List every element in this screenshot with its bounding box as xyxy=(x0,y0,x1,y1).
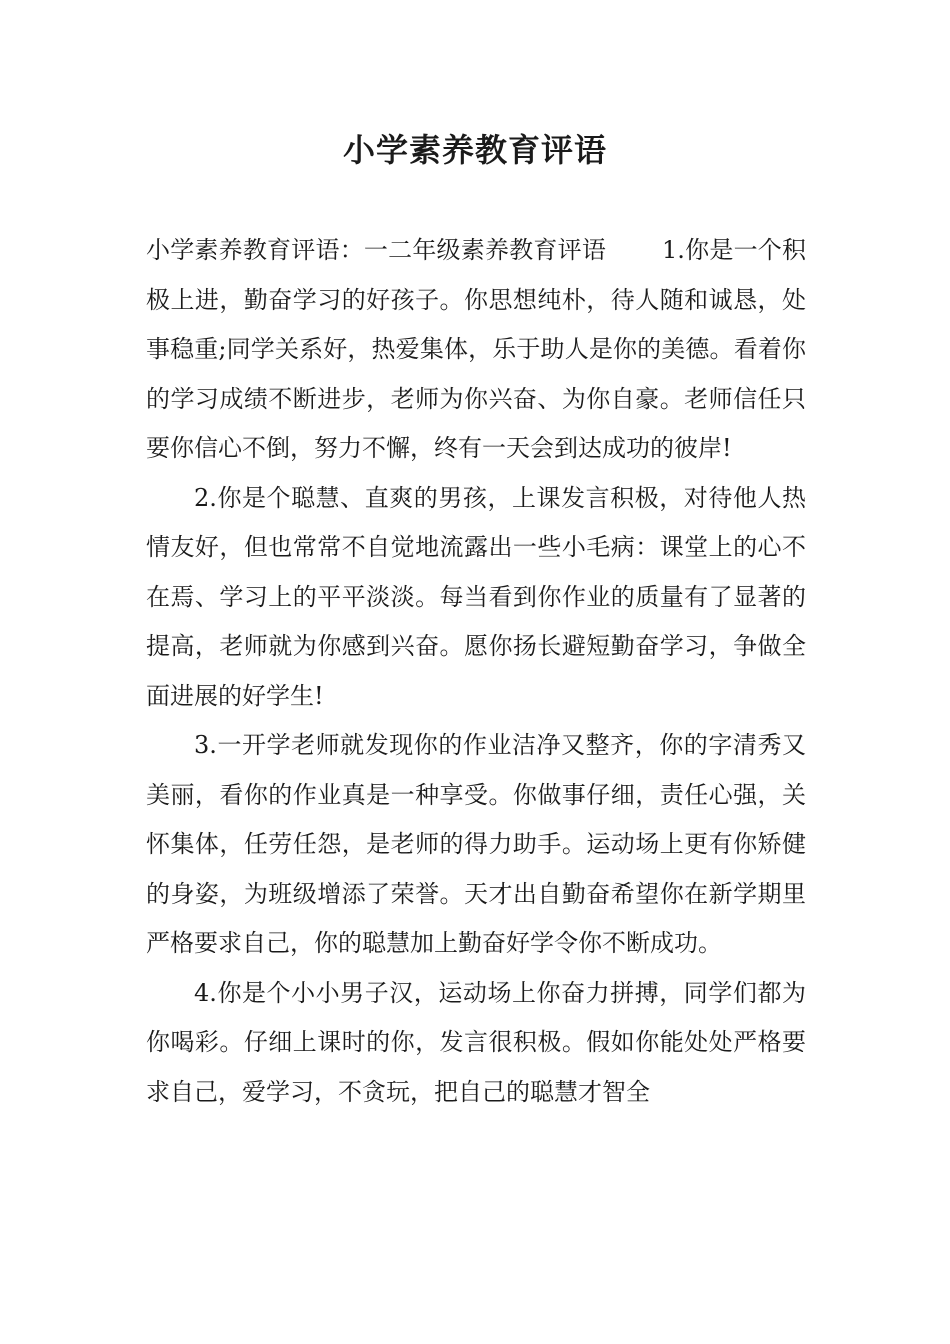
paragraph-1 xyxy=(146,226,806,474)
paragraph-3: 3.一开学老师就发现你的作业洁净又整齐，你的字清秀又美丽，看你的作业真是一种享受。你做事仔细，责任心强，关怀集体，任劳任怨，是老师的得力助手。运动场上更有你矫健的身姿，为班级增添了荣誉。天才出自勤奋希望你在新学期里严格要求自己，你的聪慧加上勤奋好学令你不断成功。 xyxy=(146,731,806,957)
paragraph-4: 4.你是个小小男子汉，运动场上你奋力拼搏，同学们都为你喝彩。仔细上课时的你，发言很积极。假如你能处处严格要求自己，爱学习，不贪玩，把自己的聪慧才智全 xyxy=(146,978,806,1106)
document-body xyxy=(146,226,806,1117)
intro-line: 小学素养教育评语：一二年级素养教育评语 xyxy=(146,236,607,264)
paragraph-2: 2.你是个聪慧、直爽的男孩，上课发言积极，对待他人热情友好，但也常常不自觉地流露出一些小毛病：课堂上的心不在焉、学习上的平平淡淡。每当看到你作业的质量有了显著的提高，老师就为你感到兴奋。愿你扬长避短勤奋学习，争做全面进展的好学生! xyxy=(146,483,806,710)
document-title: 小学素养教育评语 xyxy=(342,131,607,169)
paragraph-1-text: 1.你是一个积极上进，勤奋学习的好孩子。你思想纯朴，待人随和诚恳，处事稳重;同学关系好，热爱集体，乐于助人是你的美德。看着你的学习成绩不断进步，老师为你兴奋、为你自豪。老师信任只要你信心不倒，努力不懈，终有一天会到达成功的彼岸! xyxy=(146,236,806,462)
